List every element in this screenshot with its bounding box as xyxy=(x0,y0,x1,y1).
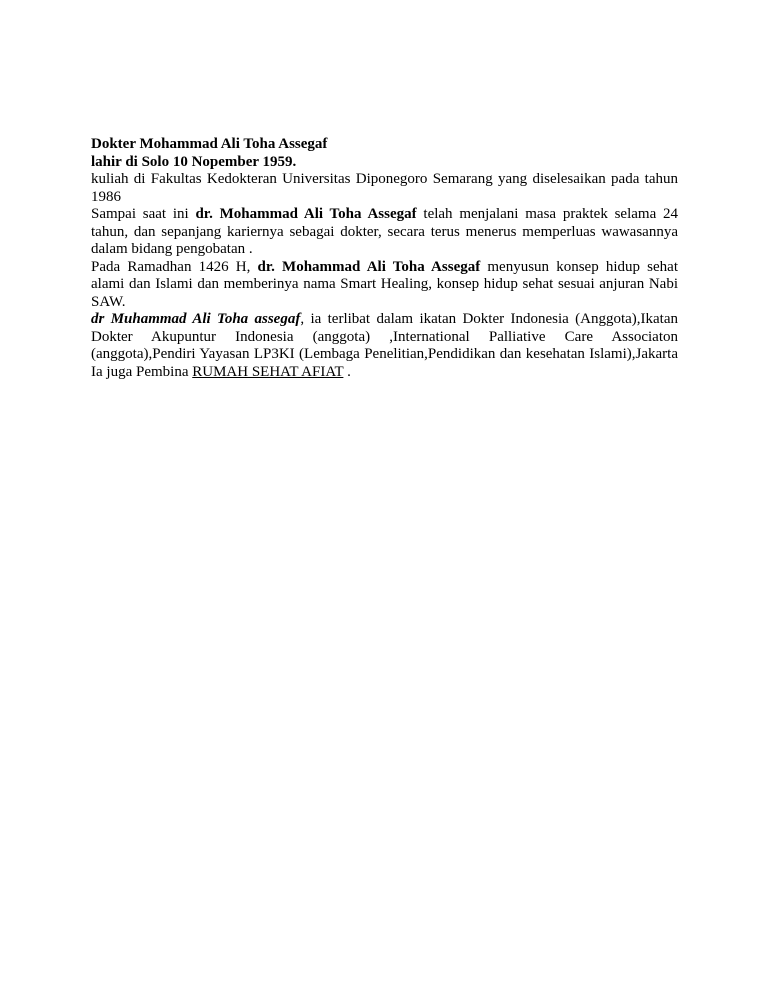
career-line-2: tahun, dan sepanjang kariernya sebagai dokter, secara terus menerus memperluas wawasannya xyxy=(91,223,678,240)
career-line-3: dalam bidang pengobatan . xyxy=(91,241,253,257)
membership-line-1 xyxy=(91,311,678,329)
concept-line-1 xyxy=(91,259,678,277)
birth-line: lahir di Solo 10 Nopember 1959. xyxy=(91,153,297,170)
patron-suffix: . xyxy=(343,363,351,380)
career-line-1 xyxy=(91,206,678,224)
membership-line-3: (anggota),Pendiri Yayasan LP3KI (Lembaga Penelitian,Pendidikan dan kesehatan Islami),Jakarta xyxy=(91,346,678,362)
membership-line-2: Dokter Akupuntur Indonesia (anggota) ,International Palliative Care Associaton xyxy=(91,328,678,345)
career-prefix: Sampai saat ini xyxy=(91,206,196,222)
education-line-2: 1986 xyxy=(91,188,121,205)
concept-prefix: Pada Ramadhan 1426 H, xyxy=(91,258,258,275)
concept-doctor-name: dr. Mohammad Ali Toha Assegaf xyxy=(257,258,481,275)
membership-suffix: , ia terlibat dalam ikatan Dokter Indonesia (Anggota),Ikatan xyxy=(300,311,679,327)
name-heading: Dokter Mohammad Ali Toha Assegaf xyxy=(91,136,328,152)
concept-line-3: SAW. xyxy=(91,293,126,310)
career-doctor-name: dr. Mohammad Ali Toha Assegaf xyxy=(195,206,417,222)
education-line-1: kuliah di Fakultas Kedokteran Universitas Diponegoro Semarang yang diselesaikan pada tahun xyxy=(91,171,678,187)
patron-line xyxy=(91,364,678,382)
document-body xyxy=(91,136,678,381)
patron-prefix: Ia juga Pembina xyxy=(91,363,193,380)
career-suffix: telah menjalani masa praktek selama 24 xyxy=(416,206,679,222)
membership-doctor-name: dr Muhammad Ali Toha assegaf xyxy=(91,311,301,327)
concept-line-2: alami dan Islami dan memberinya nama Smart Healing, konsep hidup sehat sesuai anjuran Nabi xyxy=(91,276,678,292)
concept-suffix: menyusun konsep hidup sehat xyxy=(480,258,678,275)
rumah-sehat-afiat-link[interactable]: RUMAH SEHAT AFIAT xyxy=(192,363,344,380)
